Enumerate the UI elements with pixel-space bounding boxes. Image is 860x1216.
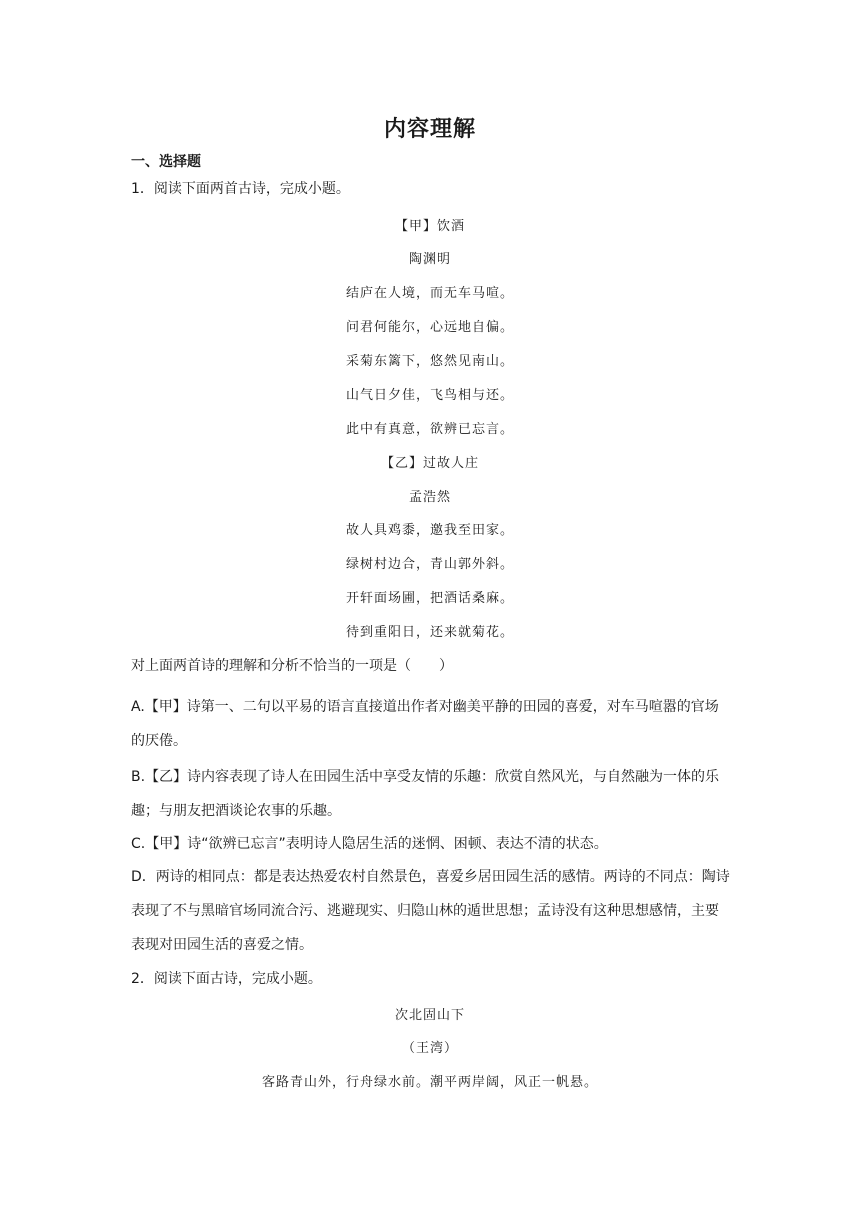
option-c: C.【甲】诗“欲辨已忘言”表明诗人隐居生活的迷惘、困顿、表达不清的状态。	[131, 836, 608, 852]
option-a: A.【甲】诗第一、二句以平易的语言直接道出作者对幽美平静的田园的喜爱，对车马喧嚣的官场的厌倦。	[131, 699, 719, 749]
poem-b-line: 待到重阳日，还来就菊花。	[345, 625, 514, 640]
poem-line: 客路青山外，行舟绿水前。潮平两岸阔，风正一帆悬。	[261, 1075, 598, 1090]
poem-a-title: 【甲】饮酒	[394, 219, 465, 234]
poem-author: （王湾）	[401, 1041, 458, 1056]
question-2-stem: 2．阅读下面古诗，完成小题。	[131, 971, 322, 987]
question-1-stem: 1．阅读下面两首古诗，完成小题。	[131, 181, 350, 197]
option-d: D．两诗的相同点：都是表达热爱农村自然景色，喜爱乡居田园生活的感情。两诗的不同点：陶诗表现了不与黑暗官场同流合污、逃避现实、归隐山林的遁世思想；孟诗没有这种思想感情，主要表现对田园生活的喜爱之情。	[131, 869, 730, 953]
poem-a-line: 采菊东篱下，悠然见南山。	[345, 354, 514, 369]
poem-b-line: 绿树村边合，青山郭外斜。	[345, 557, 514, 572]
poem-b-line: 开轩面场圃，把酒话桑麻。	[345, 591, 514, 606]
poem-a-line: 山气日夕佳，飞鸟相与还。	[345, 388, 514, 403]
poem-a-line: 此中有真意，欲辨已忘言。	[345, 422, 514, 437]
question-1-prompt: 对上面两首诗的理解和分析不恰当的一项是（ ）	[131, 658, 453, 674]
page-title: 内容理解	[383, 117, 476, 142]
poem-title: 次北固山下	[394, 1008, 465, 1023]
poem-b-author: 孟浩然	[408, 490, 451, 505]
section-heading: 一、选择题	[131, 154, 201, 170]
poem-b-line: 故人具鸡黍，邀我至田家。	[345, 523, 514, 538]
option-b: B.【乙】诗内容表现了诗人在田园生活中享受友情的乐趣：欣赏自然风光，与自然融为一体的乐趣；与朋友把酒谈论农事的乐趣。	[131, 769, 720, 819]
poem-b-title: 【乙】过故人庄	[380, 456, 479, 471]
poem-a-line: 问君何能尔，心远地自偏。	[345, 320, 514, 335]
poem-a-author: 陶渊明	[408, 252, 451, 267]
poem-a-line: 结庐在人境，而无车马喧。	[345, 286, 514, 301]
